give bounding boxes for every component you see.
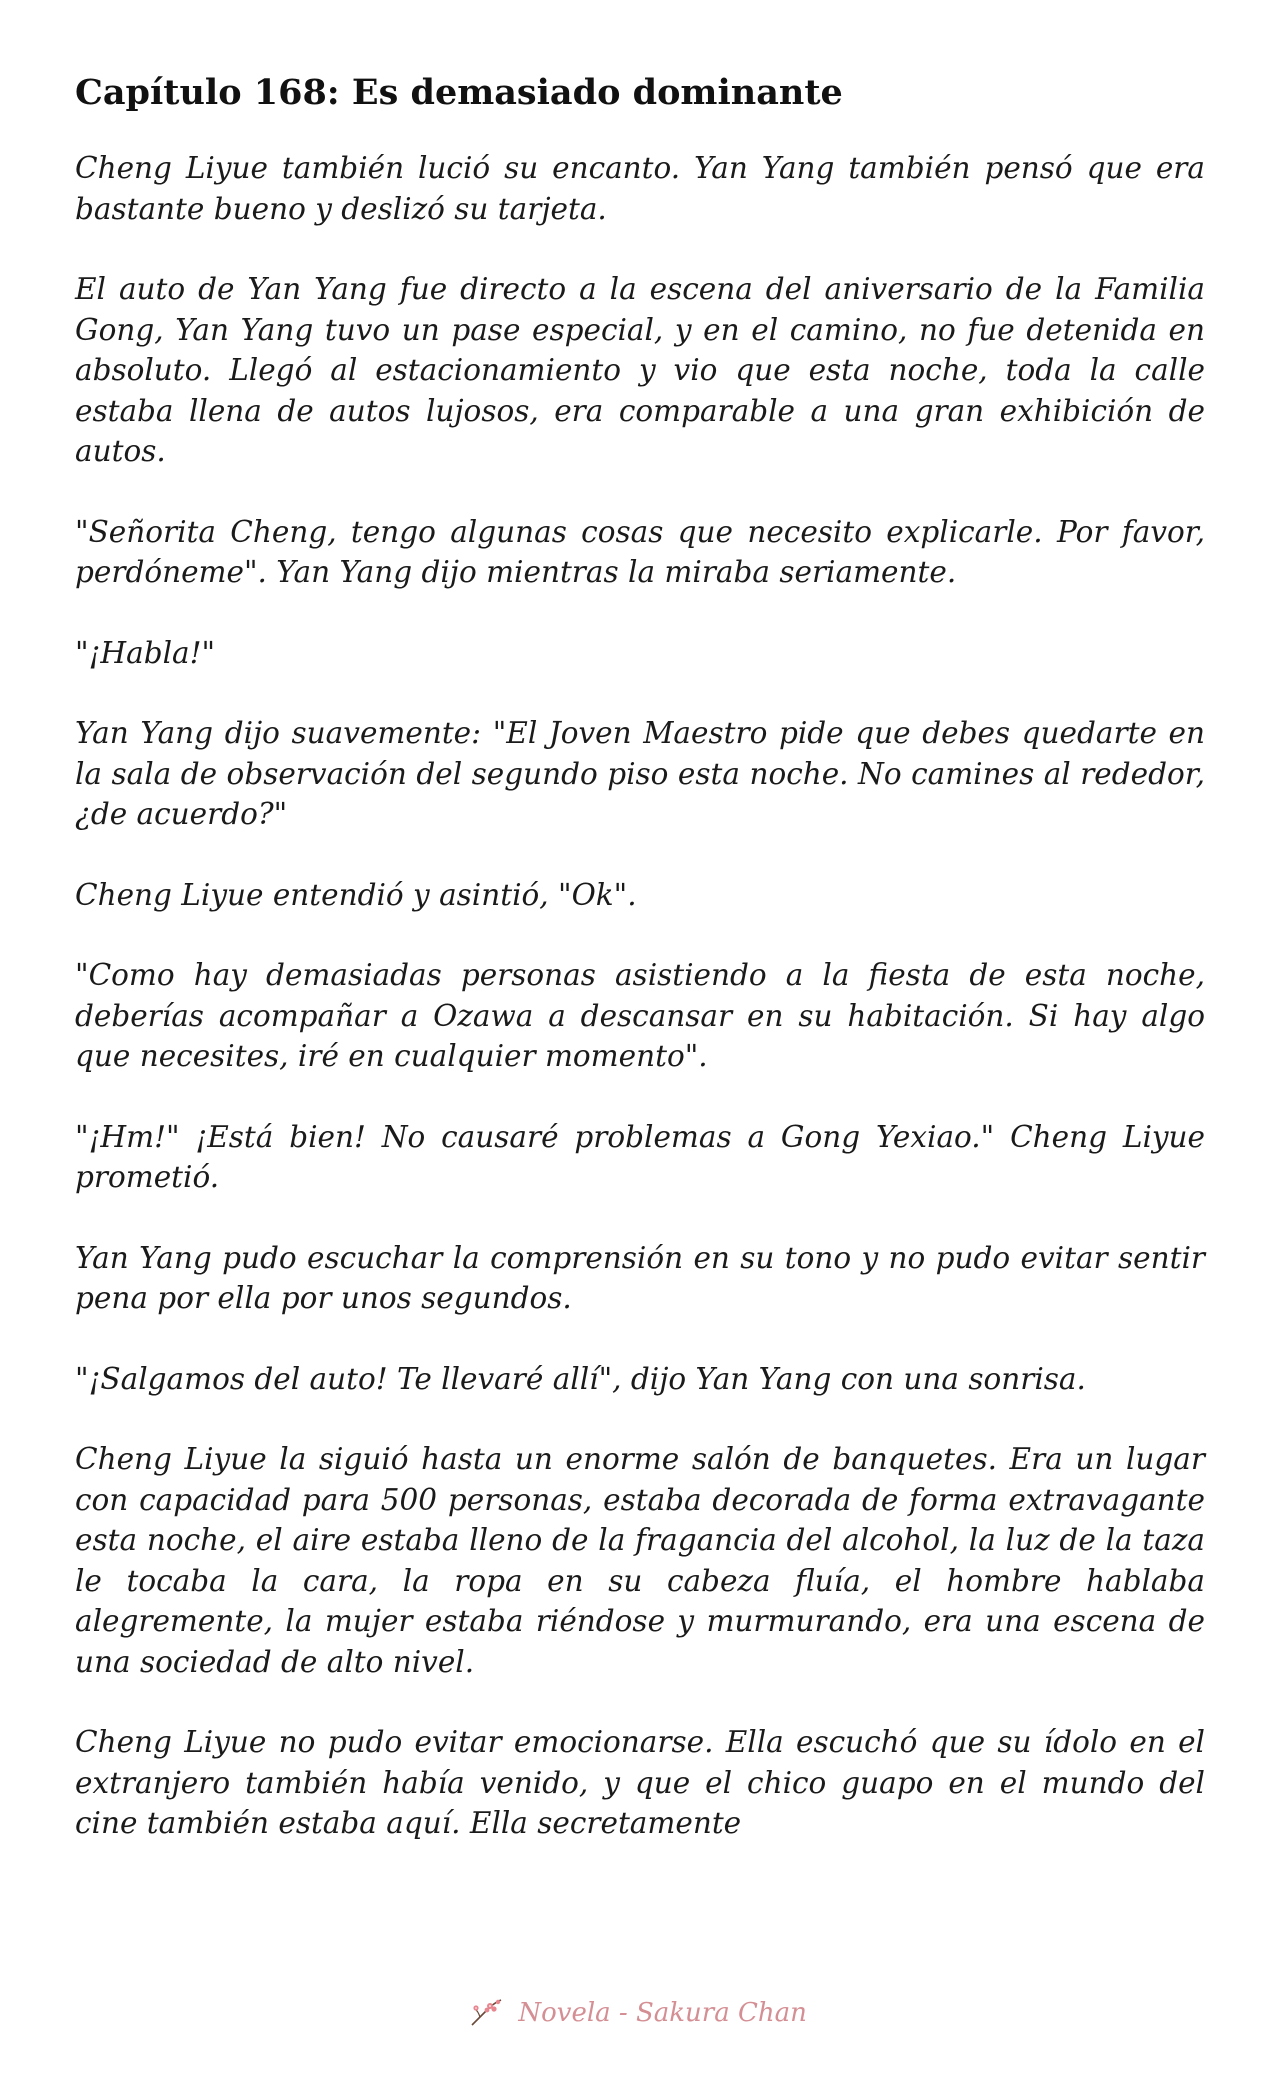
paragraph: Yan Yang pudo escuchar la comprensión en su tono y no pudo evitar sentir pena por ella por unos segundos. [75,1240,1205,1315]
paragraph: "¡Habla!" [75,635,216,670]
paragraph: Cheng Liyue no pudo evitar emocionarse. Ella escuchó que su ídolo en el extranjero también había venido, y que el chico guapo en el mundo del cine también estaba aquí. Ella secretamente [75,1725,1205,1840]
paragraph: "¡Hm!" ¡Está bien! No causaré problemas a Gong Yexiao." Cheng Liyue prometió. [75,1119,1205,1194]
paragraph: "¡Salgamos del auto! Te llevaré allí", dijo Yan Yang con una sonrisa. [75,1361,1086,1396]
page-content [75,68,1205,1884]
paragraph: "Como hay demasiadas personas asistiendo a la fiesta de esta noche, deberías acompañar a Ozawa a descansar en su habitación. Si hay algo que necesites, iré en cualquier momento". [75,958,1205,1073]
cherry-blossom-icon [468,1997,504,2029]
footer-watermark [0,1997,1275,2029]
paragraph: "Señorita Cheng, tengo algunas cosas que necesito explicarle. Por favor, perdóneme". Yan Yang dijo mientras la miraba seriamente. [75,514,1205,589]
paragraph: Cheng Liyue entendió y asintió, "Ok". [75,877,637,912]
paragraph: Yan Yang dijo suavemente: "El Joven Maestro pide que debes quedarte en la sala de observación del segundo piso esta noche. No camines al rededor, ¿de acuerdo?" [75,716,1205,831]
footer-brand-text: Novela - Sakura Chan [518,1998,807,2028]
paragraph: Cheng Liyue también lució su encanto. Yan Yang también pensó que era bastante bueno y deslizó su tarjeta. [75,151,1205,226]
paragraph: Cheng Liyue la siguió hasta un enorme salón de banquetes. Era un lugar con capacidad para 500 personas, estaba decorada de forma extravagante esta noche, el aire estaba lleno de la fragancia del alcohol, la luz de la taza le tocaba la cara, la ropa en su cabeza fluía, el hombre hablaba alegremente, la mujer estaba riéndose y murmurando, era una escena de una sociedad de alto nivel. [75,1442,1205,1679]
paragraph: El auto de Yan Yang fue directo a la escena del aniversario de la Familia Gong, Yan Yang tuvo un pase especial, y en el camino, no fue detenida en absoluto. Llegó al estacionamiento y vio que esta noche, toda la calle estaba llena de autos lujosos, era comparable a una gran exhibición de autos. [75,272,1205,468]
chapter-title: Capítulo 168: Es demasiado dominante [75,72,843,113]
